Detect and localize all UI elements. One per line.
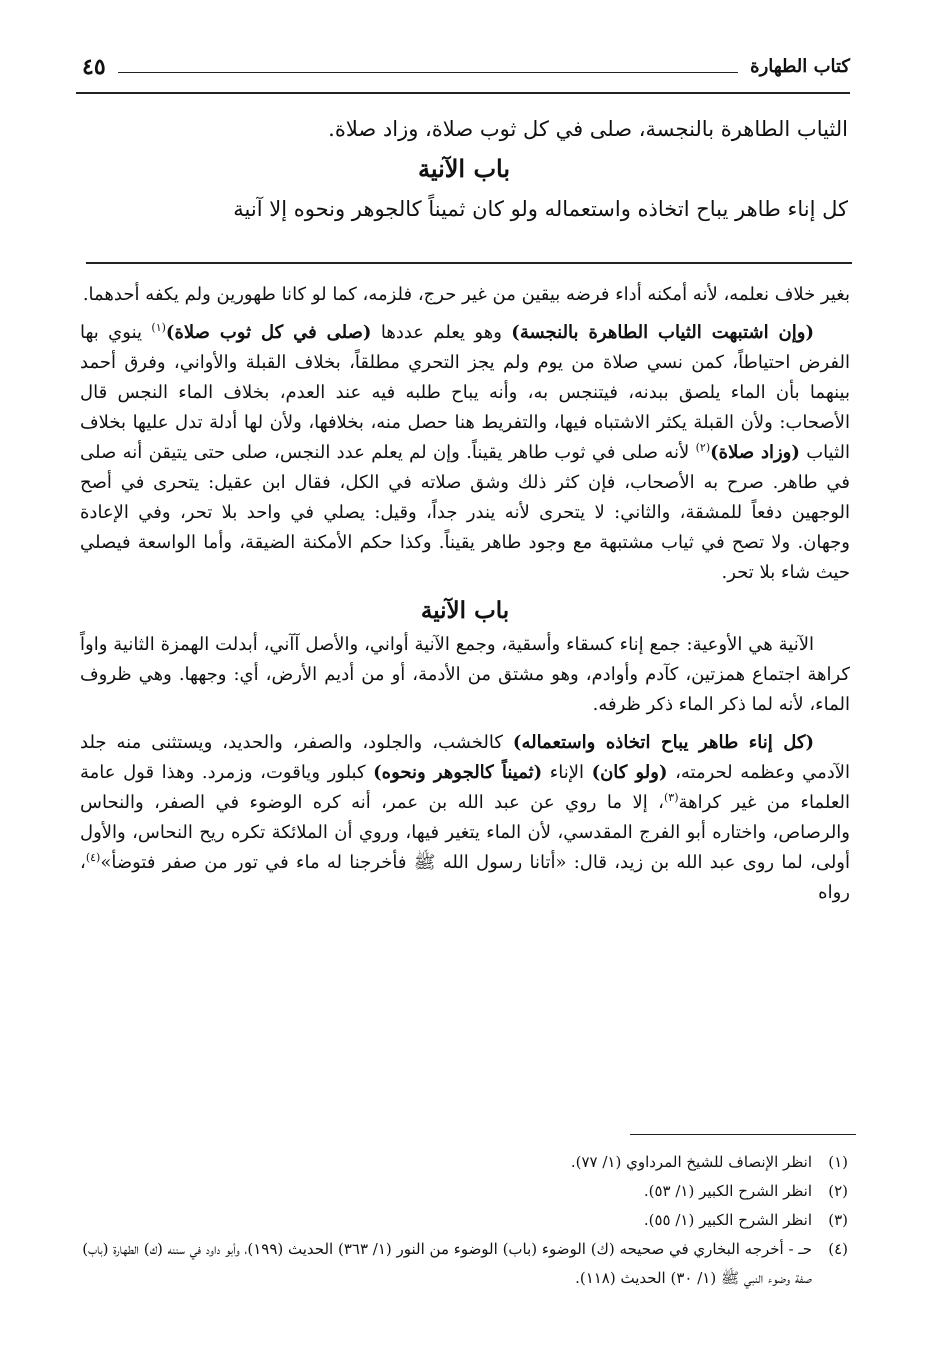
commentary-text-run: وهو يعلم عددها	[371, 322, 512, 343]
footnote	[80, 1206, 848, 1235]
matn-text	[80, 112, 848, 227]
footnote-text: حـ - أخرجه البخاري في صحيحه (ك) الوضوء (باب) الوضوء من النور (١/ ٣٦٣) الحديث (١٩٩)، وأبو داود في سننه (ك) الطهارة (باب) صفة وضوء النبي ﷺ (١/ ٣٠) الحديث (١١٨).	[82, 1240, 812, 1287]
matn-quote: (ثميناً كالجوهر ونحوه)	[373, 762, 543, 783]
running-head	[82, 56, 850, 88]
matn-line: الثياب الطاهرة بالنجسة، صلى في كل ثوب صلاة، وزاد صلاة.	[328, 117, 848, 141]
header-divider	[118, 72, 738, 73]
footnote-text: انظر الإنصاف للشيخ المرداوي (١/ ٧٧).	[570, 1153, 812, 1171]
footnote-separator	[630, 1134, 856, 1135]
commentary-text-run: ، إلا ما روي عن عبد الله بن عمر، أنه كره الوضوء في الصفر، والنحاس والرصاص، واختاره أبو الفرج المقدسي، لأن الماء يتغير فيها، وروي أن الملائكة تكره ريح النحاس، والأول أولى، لما روى عبد الله بن زيد، قال: «أتانا رسول الله ﷺ فأخرجنا له ماء في تور من صفر فتوضأ»	[80, 792, 850, 873]
footnote	[80, 1148, 848, 1177]
matn-separator	[86, 262, 852, 264]
footnote-number: (٣)	[828, 1211, 848, 1229]
matn-quote: (صلى في كل ثوب صلاة)	[165, 322, 372, 343]
footnote-number: (١)	[828, 1153, 848, 1171]
commentary-paragraph: الآنية هي الأوعية: جمع إناء كسقاء وأسقية، وجمع الآنية أواني، والأصل آآني، أبدلت الهمزة الثانية واواً كراهة اجتماع همزتين، كآدم وأوادم، وهو مشتق من الأدمة، أو من أديم الأرض، أي: وجهها. وهي ظروف الماء، لأنه لما ذكر الماء ذكر ظرفه.	[80, 634, 850, 715]
matn-quote: (كل إناء طاهر يباح اتخاذه واستعماله)	[512, 732, 814, 753]
footnote-text: انظر الشرح الكبير (١/ ٥٥).	[643, 1211, 812, 1229]
footnote-ref: (٣)	[663, 791, 679, 804]
commentary-text-run: ينوي بها الفرض احتياطاً، كمن نسي صلاة من يوم ولم يجز التحري مطلقاً، بخلاف القبلة والأواني، وفرق أحمد بينهما بأن الماء يلصق ببدنه، فيتنجس به، وأنه يباح طلبه فيه عند العدم، بخلاف الماء النجس قال الأصحاب: ولأن القبلة يكثر الاشتباه فيها، والتفريط هنا حصل منه، بخلافها، ولأن لها أدلة تدل عليها بخلاف الثياب	[80, 322, 850, 463]
footnote-ref: (٤)	[85, 851, 101, 864]
matn-quote: (ولو كان)	[591, 762, 668, 783]
footnote-ref: (١)	[151, 321, 166, 334]
commentary-text-run: ، رواه	[80, 852, 850, 903]
header-underline	[76, 92, 850, 94]
commentary-paragraph	[80, 728, 850, 908]
commentary-text-run: كالخشب، والجلود، والصفر، والحديد، ويستثنى منه جلد الآدمي وعظمه لحرمته،	[80, 732, 850, 783]
footnote	[80, 1177, 848, 1206]
page-number: ٤٥	[82, 54, 106, 80]
commentary-text	[80, 280, 850, 916]
footnote-ref: (٢)	[695, 441, 711, 454]
commentary-paragraph	[80, 318, 850, 588]
matn-quote: (وزاد صلاة)	[710, 442, 800, 463]
footnotes	[80, 1148, 848, 1293]
footnote-text: انظر الشرح الكبير (١/ ٥٣).	[643, 1182, 812, 1200]
footnote	[80, 1235, 848, 1293]
footnote-number: (٤)	[828, 1240, 848, 1258]
commentary-text-run: الإناء	[542, 762, 592, 783]
matn-chapter-heading: باب الآنية	[417, 154, 511, 183]
commentary-text-run: كبلور وياقوت، وزمرد. وهذا قول عامة العلماء من غير كراهة	[80, 762, 850, 813]
matn-quote: (وإن اشتبهت الثياب الطاهرة بالنجسة)	[511, 322, 814, 343]
book-title: كتاب الطهارة	[750, 56, 850, 77]
footnote-number: (٢)	[828, 1182, 848, 1200]
matn-line: كل إناء طاهر يباح اتخاذه واستعماله ولو كان ثميناً كالجوهر ونحوه إلا آنية	[233, 197, 848, 221]
chapter-heading: باب الآنية	[420, 597, 510, 624]
commentary-paragraph: بغير خلاف نعلمه، لأنه أمكنه أداء فرضه بيقين من غير حرج، فلزمه، كما لو كانا طهورين ولم يكفه أحدهما.	[82, 284, 850, 305]
commentary-text-run: لأنه صلى في ثوب طاهر يقيناً. وإن لم يعلم عدد النجس، صلى حتى يتيقن أنه صلى في طاهر. صرح به الأصحاب، فإن كثر ذلك وشق صلاته في الكل، فقال ابن عقيل: يتحرى في أصح الوجهين دفعاً للمشقة، والثاني: لا يتحرى لأنه يندر جداً، وقيل: يصلي في واحد بلا تحر، وفي الإعادة وجهان. ولا تصح في ثياب مشتبهة مع وجود طاهر يقيناً. وكذا حكم الأمكنة الضيقة، وأما الواسعة فيصلي حيث شاء بلا تحر.	[80, 442, 850, 583]
